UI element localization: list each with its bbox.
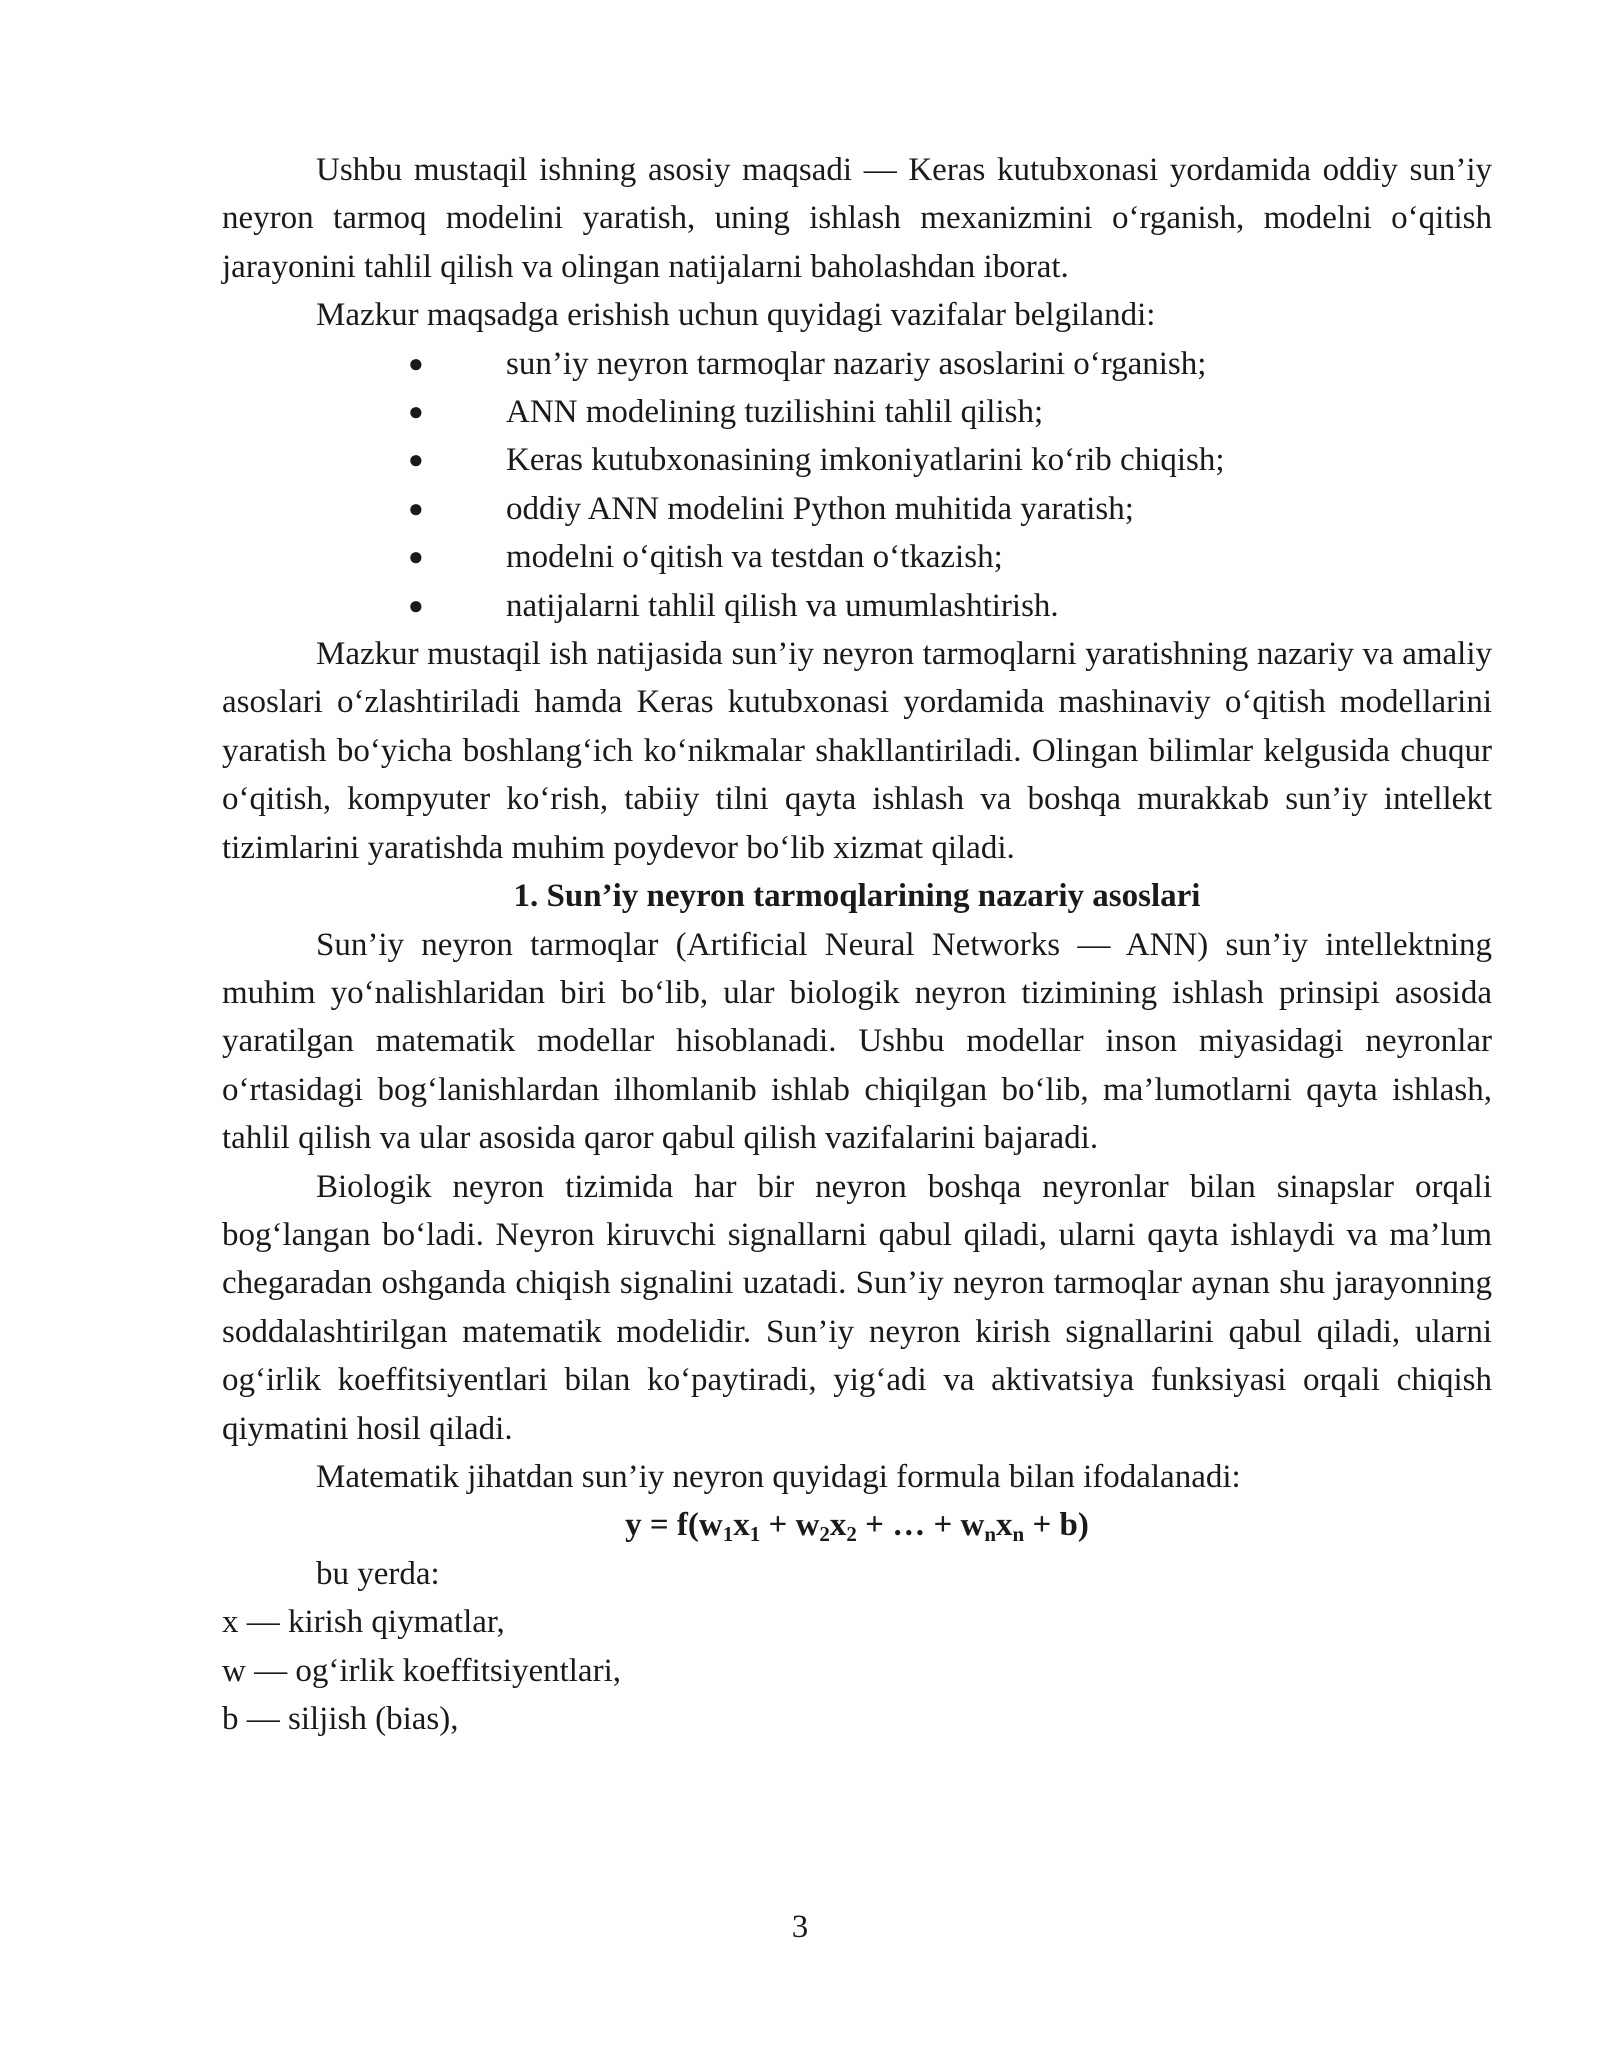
list-item-text: modelni o‘qitish va testdan o‘tkazish; bbox=[506, 539, 1003, 576]
formula-input-2-index: 2 bbox=[846, 1522, 857, 1547]
list-item bbox=[222, 340, 1492, 388]
bullet-icon: ● bbox=[408, 590, 424, 620]
where-label: bu yerda: bbox=[316, 1555, 440, 1592]
bullet-icon: ● bbox=[408, 542, 424, 572]
list-item bbox=[222, 436, 1492, 484]
formula-weight-2-index: 2 bbox=[819, 1522, 830, 1547]
biological-neuron-paragraph: Biologik neyron tizimida har bir neyron boshqa neyronlar bilan sinapslar orqali bog‘langan bo‘ladi. Neyron kiruvchi signallarni qabul qiladi, ularni qayta ishlaydi va ma’lum chegaradan oshganda chiqish signalini uzatadi. Sun’iy neyron tarmoqlar aynan shu jarayonning soddalashtirilgan matematik modelidir. Sun’iy neyron kirish signallarini qabul qiladi, ularni og‘irlik koeffitsiyentlari bilan ko‘paytiradi, yig‘adi va aktivatsiya funksiyasi orqali chiqish qiymatini hosil qiladi. bbox=[222, 1168, 1492, 1447]
list-item bbox=[222, 533, 1492, 581]
formula-input-2: x bbox=[829, 1507, 847, 1544]
definition-x: x — kirish qiymatlar, bbox=[222, 1604, 505, 1641]
formula-input-n-index: n bbox=[1012, 1522, 1025, 1547]
formula-lhs: y = f( bbox=[625, 1507, 699, 1544]
formula-weight-1-index: 1 bbox=[722, 1522, 734, 1547]
tasks-list bbox=[222, 340, 1492, 630]
definition-b: b — siljish (bias), bbox=[222, 1701, 459, 1737]
list-item-text: Keras kutubxonasining imkoniyatlarini ko‘rib chiqish; bbox=[506, 442, 1225, 479]
outcome-paragraph: Mazkur mustaqil ish natijasida sun’iy neyron tarmoqlarni yaratishning nazariy va amaliy asoslari o‘zlashtiriladi hamda Keras kutubxonasi yordamida mashinaviy o‘qitish modellarini yaratish bo‘yicha boshlang‘ich ko‘nikmalar shakllantiriladi. Olingan bilimlar kelgusida chuqur o‘qitish, kompyuter ko‘rish, tabiiy tilni qayta ishlash va boshqa murakkab sun’iy intellekt tizimlarini yaratishda muhim poydevor bo‘lib xizmat qiladi. bbox=[222, 636, 1492, 866]
formula-plus-1: + bbox=[760, 1507, 796, 1544]
definition-w: w — og‘irlik koeffitsiyentlari, bbox=[222, 1652, 621, 1689]
formula-weight-2: w bbox=[795, 1507, 820, 1544]
formula-intro: Matematik jihatdan sun’iy neyron quyidagi formula bilan ifodalanadi: bbox=[316, 1458, 1241, 1495]
formula-input-n: x bbox=[996, 1507, 1013, 1544]
formula-tail: + b) bbox=[1024, 1507, 1089, 1544]
list-item bbox=[222, 388, 1492, 436]
neuron-formula bbox=[222, 1501, 1492, 1549]
tasks-intro: Mazkur maqsadga erishish uchun quyidagi vazifalar belgilandi: bbox=[316, 297, 1156, 334]
bullet-icon: ● bbox=[408, 397, 424, 427]
ann-definition-paragraph: Sun’iy neyron tarmoqlar (Artificial Neural Networks — ANN) sun’iy intellektning muhim yo‘nalishlaridan biri bo‘lib, ular biologik neyron tizimining ishlash prinsipi asosida yaratilgan matematik modellar hisoblanadi. Ushbu modellar inson miyasidagi neyronlar o‘rtasidagi bog‘lanishlardan ilhomlanib ishlab chiqilgan bo‘lib, ma’lumotlarni qayta ishlash, tahlil qilish va ular asosida qaror qabul qilish vazifalarini bajaradi. bbox=[222, 926, 1492, 1157]
purpose-paragraph: Ushbu mustaqil ishning asosiy maqsadi — Keras kutubxonasi yordamida oddiy sun’iy neyron tarmoq modelini yaratish, uning ishlash mexanizmini o‘rganish, modelni o‘qitish jarayonini tahlil qilish va olingan natijalarni baholashdan iborat. bbox=[222, 152, 1492, 285]
list-item bbox=[222, 485, 1492, 533]
formula-input-1: x bbox=[733, 1507, 750, 1544]
formula-weight-n: w bbox=[960, 1507, 985, 1544]
list-item-text: sun’iy neyron tarmoqlar nazariy asoslarini o‘rganish; bbox=[506, 345, 1207, 382]
page-number: 3 bbox=[791, 1909, 809, 1945]
list-item-text: natijalarni tahlil qilish va umumlashtirish. bbox=[506, 587, 1059, 624]
list-item-text: ANN modelining tuzilishini tahlil qilish; bbox=[506, 394, 1044, 431]
list-item-text: oddiy ANN modelini Python muhitida yaratish; bbox=[506, 490, 1134, 527]
bullet-icon: ● bbox=[408, 493, 424, 523]
formula-weight-1: w bbox=[698, 1507, 723, 1544]
formula-ellipsis: + … + bbox=[856, 1507, 961, 1544]
document-page bbox=[222, 146, 1492, 1743]
bullet-icon: ● bbox=[408, 445, 424, 475]
bullet-icon: ● bbox=[408, 348, 424, 378]
formula-weight-n-index: n bbox=[984, 1522, 997, 1547]
section-heading: 1. Sun’iy neyron tarmoqlarining nazariy asoslari bbox=[513, 878, 1201, 915]
list-item bbox=[222, 582, 1492, 630]
formula-input-1-index: 1 bbox=[749, 1522, 761, 1547]
